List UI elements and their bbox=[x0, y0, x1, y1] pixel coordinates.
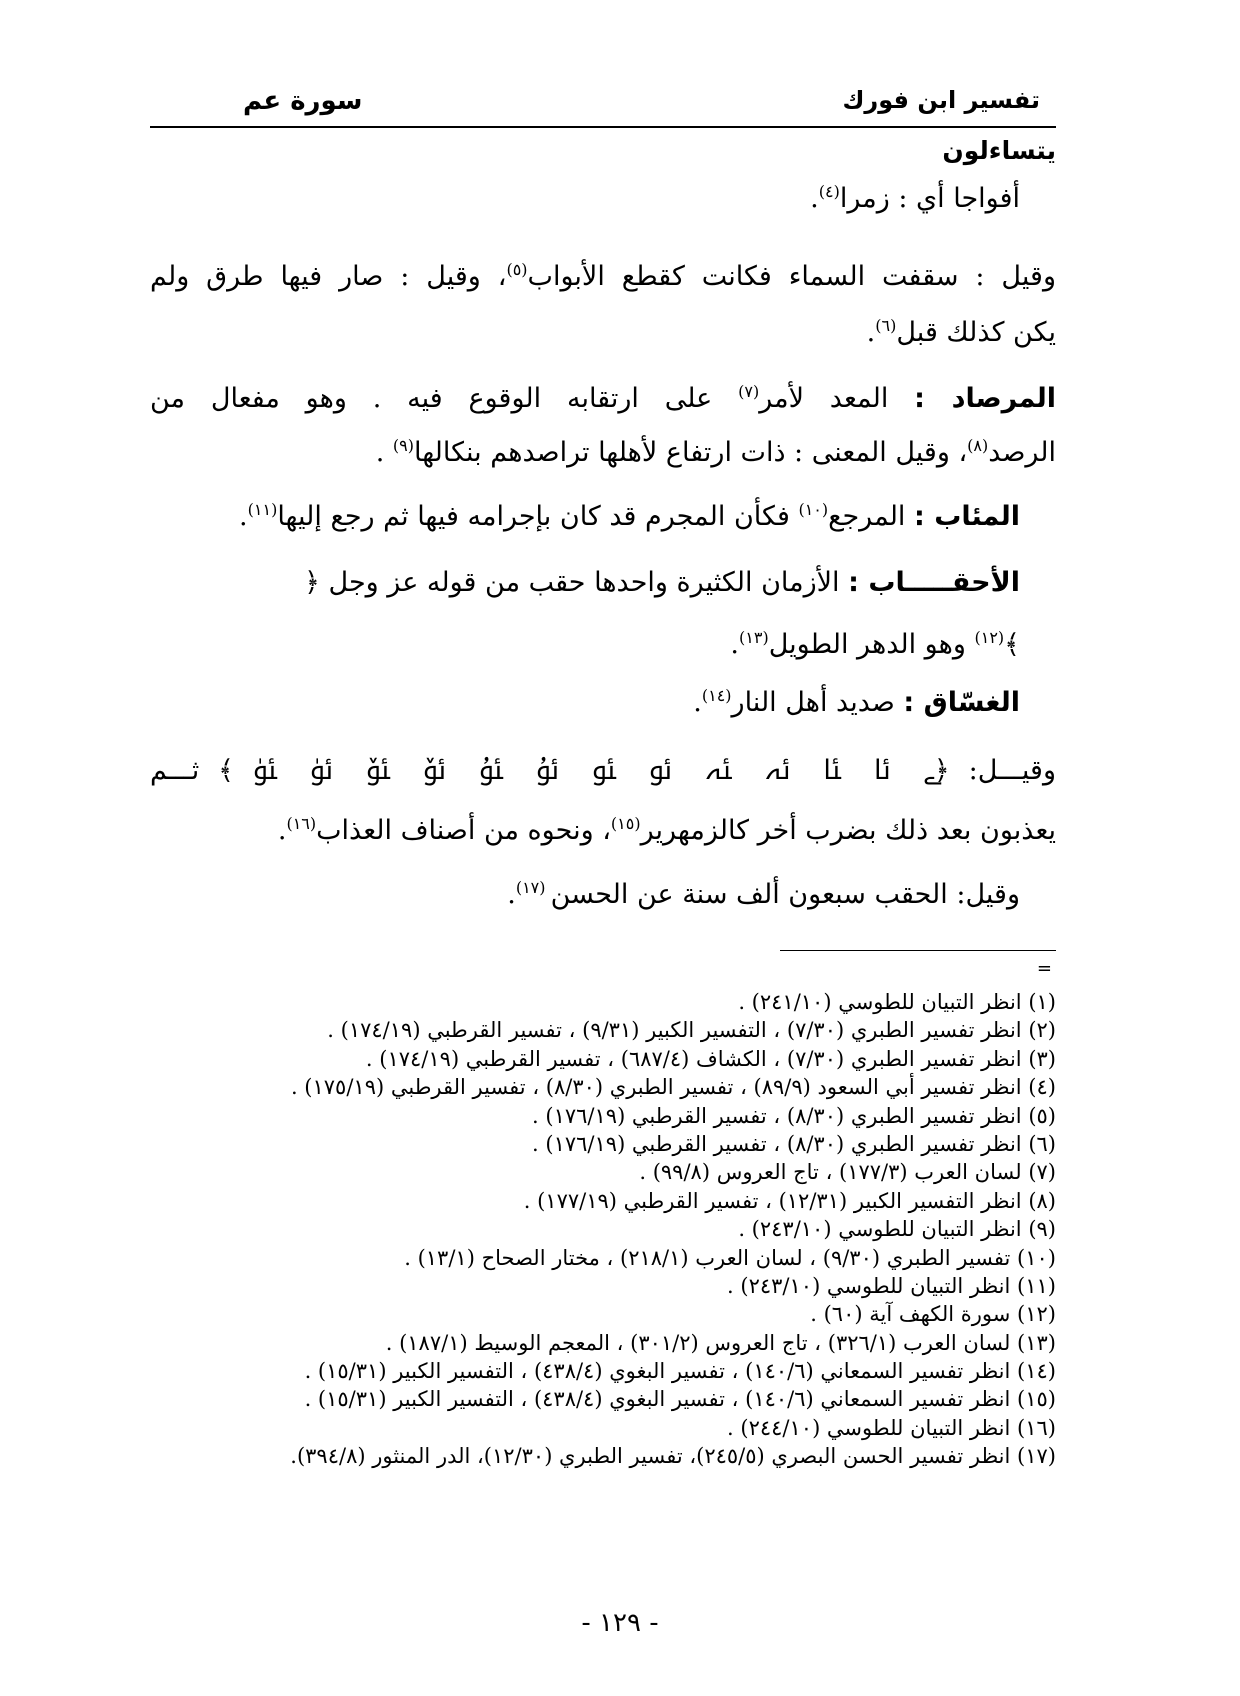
footnote-ref[interactable]: (١٦) bbox=[286, 814, 317, 833]
term-label: المئاب : bbox=[914, 501, 1020, 532]
footnote-item: (٢) انظر تفسير الطبري (٧/٣٠) ، التفسير الكبير (٩/٣١) ، تفسير القرطبي (١٧٤/١٩) . bbox=[327, 1018, 1056, 1043]
body-line-12 bbox=[150, 808, 1056, 854]
line-end: . bbox=[730, 629, 739, 660]
quran-verse-glyphs: ﮯ ﯪ ﯫ ﯬ ﯭ ﯮ ﯯ ﯰ ﯱ ﯲ ﯳ ﯴ ﯵ bbox=[252, 755, 934, 786]
body-line-9 bbox=[150, 622, 1020, 668]
book-title-header: تفسير ابن فورك bbox=[842, 86, 1040, 114]
term-label: الغسّاق : bbox=[903, 687, 1020, 718]
footnote-item: (٣) انظر تفسير الطبري (٧/٣٠) ، الكشاف (٦٨٧/٤) ، تفسير القرطبي (١٧٤/١٩) . bbox=[365, 1046, 1056, 1071]
line-text: ، ونحوه من أصناف العذاب bbox=[316, 815, 611, 846]
term-label: الأحقـــــاب : bbox=[848, 567, 1020, 598]
line-text: وقيـــل: ﴿ bbox=[933, 755, 1056, 786]
footnote-ref[interactable]: (٨) bbox=[967, 436, 989, 455]
line-text: ﴾ ثـــم bbox=[150, 755, 253, 786]
line-end: . bbox=[507, 879, 516, 910]
footnote-ref[interactable]: (٤) bbox=[818, 182, 840, 201]
term-label: المرصاد : bbox=[914, 383, 1056, 414]
footnote-item: (١) انظر التبيان للطوسي (٢٤١/١٠) . bbox=[738, 990, 1056, 1014]
line-text: صديد أهل النار bbox=[731, 687, 904, 718]
line-text: ، وقيل : صار فيها طرق ولم bbox=[150, 261, 507, 292]
footnote-item: (٥) انظر تفسير الطبري (٨/٣٠) ، تفسير القرطبي (١٧٦/١٩) . bbox=[532, 1103, 1056, 1128]
page-number: - ١٢٩ - bbox=[581, 1608, 659, 1638]
line-text: يكن كذلك قبل bbox=[896, 317, 1056, 348]
line-text: فكأن المجرم قد كان بإجرامه فيها ثم رجع إليها bbox=[277, 501, 799, 532]
footnote-ref[interactable]: (١٢) bbox=[974, 628, 1005, 647]
footnote-ref[interactable]: (١٧) bbox=[515, 878, 551, 897]
line-text: وقيل : سقفت السماء فكانت كقطع الأبواب bbox=[527, 261, 1056, 292]
line-end: . bbox=[375, 437, 393, 468]
footnote-item: (١٢) سورة الكهف آية (٦٠) . bbox=[810, 1302, 1056, 1327]
footnote-item: (١٤) انظر تفسير السمعاني (١٤٠/٦) ، تفسير البغوي (٤٣٨/٤) ، التفسير الكبير (١٥/٣١) . bbox=[304, 1359, 1056, 1384]
line-text: وقيل: الحقب سبعون ألف سنة عن الحسن bbox=[550, 879, 1020, 910]
body-line-13 bbox=[150, 872, 1020, 918]
footnote-item: (٦) انظر تفسير الطبري (٨/٣٠) ، تفسير القرطبي (١٧٦/١٩) . bbox=[532, 1131, 1056, 1156]
line-text: على ارتقابه الوقوع فيه . وهو مفعال من bbox=[150, 383, 739, 414]
line-text: وهو الدهر الطويل bbox=[768, 629, 975, 660]
footnote-ref[interactable]: (١٠) bbox=[798, 500, 829, 519]
line-end: . bbox=[239, 501, 248, 532]
footnote-ref[interactable]: (٧) bbox=[738, 382, 760, 401]
line-text: أفواجا أي : زمرا bbox=[839, 183, 1020, 214]
line-end: . bbox=[866, 317, 876, 348]
body-line-6 bbox=[150, 430, 1056, 476]
footnote-item: (١٦) انظر التبيان للطوسي (٢٤٤/١٠) . bbox=[727, 1415, 1056, 1440]
line-text: الأزمان الكثيرة واحدها حقب من قوله عز وجل ﴿ bbox=[304, 567, 849, 598]
line-text: المعد لأمر bbox=[759, 383, 915, 414]
line-text: المرجع bbox=[828, 501, 915, 532]
body-line-10 bbox=[150, 680, 1020, 726]
footnote-ref[interactable]: (٥) bbox=[506, 260, 528, 279]
footnote-item: (٤) انظر تفسير أبي السعود (٨٩/٩) ، تفسير الطبري (٨/٣٠) ، تفسير القرطبي (١٧٥/١٩) . bbox=[290, 1075, 1056, 1100]
footnote-ref[interactable]: (١١) bbox=[247, 500, 278, 519]
line-end: . bbox=[810, 183, 819, 214]
footnote-ref[interactable]: (١٣) bbox=[739, 628, 769, 647]
body-line-1 bbox=[150, 128, 1056, 174]
surah-title-header: سورة عم bbox=[243, 86, 363, 116]
body-line-8 bbox=[150, 560, 1020, 606]
footnote-item: (٩) انظر التبيان للطوسي (٢٤٣/١٠) . bbox=[738, 1217, 1056, 1242]
footnotes-list bbox=[156, 988, 1056, 1471]
footnote-item: (٨) انظر التفسير الكبير (١٢/٣١) ، تفسير القرطبي (١٧٧/١٩) . bbox=[523, 1188, 1056, 1213]
line-text: يعذبون بعد ذلك بضرب أخر كالزمهرير bbox=[640, 815, 1056, 846]
footnote-ref[interactable]: (١٥) bbox=[610, 814, 641, 833]
body-line-2 bbox=[150, 176, 1020, 222]
line-end: . bbox=[277, 815, 287, 846]
body-line-7 bbox=[150, 494, 1020, 540]
body-line-3 bbox=[150, 254, 1056, 300]
body-line-11 bbox=[150, 748, 1056, 794]
continued-word: يتساءلون bbox=[942, 136, 1056, 165]
footnote-item: (١٧) انظر تفسير الحسن البصري (٢٤٥/٥)، تفسير الطبري (١٢/٣٠)، الدر المنثور (٣٩٤/٨). bbox=[290, 1444, 1056, 1469]
quran-bracket: ﴾ bbox=[1004, 629, 1020, 660]
line-text: الرصد bbox=[988, 437, 1056, 468]
line-text: ، وقيل المعنى : ذات ارتفاع لأهلها تراصدهم بنكالها bbox=[413, 437, 968, 468]
body-line-5 bbox=[150, 376, 1056, 422]
footnote-item: (١٣) لسان العرب (٣٢٦/١) ، تاج العروس (٣٠١/٢) ، المعجم الوسيط (١٨٧/١) . bbox=[385, 1330, 1056, 1355]
footnote-item: (٧) لسان العرب (١٧٧/٣) ، تاج العروس (٩٩/٨) . bbox=[639, 1160, 1056, 1185]
footnote-continuation-mark: = bbox=[1036, 958, 1052, 979]
body-line-4 bbox=[150, 310, 1056, 356]
footnote-item: (١٥) انظر تفسير السمعاني (١٤٠/٦) ، تفسير البغوي (٤٣٨/٤) ، التفسير الكبير (١٥/٣١) . bbox=[304, 1387, 1056, 1412]
footnote-ref[interactable]: (٦) bbox=[875, 316, 897, 335]
footnote-item: (١٠) تفسير الطبري (٩/٣٠) ، لسان العرب (٢١٨/١) ، مختار الصحاح (١٣/١) . bbox=[404, 1245, 1056, 1270]
footnote-divider bbox=[780, 950, 1056, 951]
line-end: . bbox=[693, 687, 702, 718]
footnote-ref[interactable]: (١٤) bbox=[701, 686, 732, 705]
footnote-item: (١١) انظر التبيان للطوسي (٢٤٣/١٠) . bbox=[727, 1273, 1056, 1298]
footnote-ref[interactable]: (٩) bbox=[392, 436, 414, 455]
